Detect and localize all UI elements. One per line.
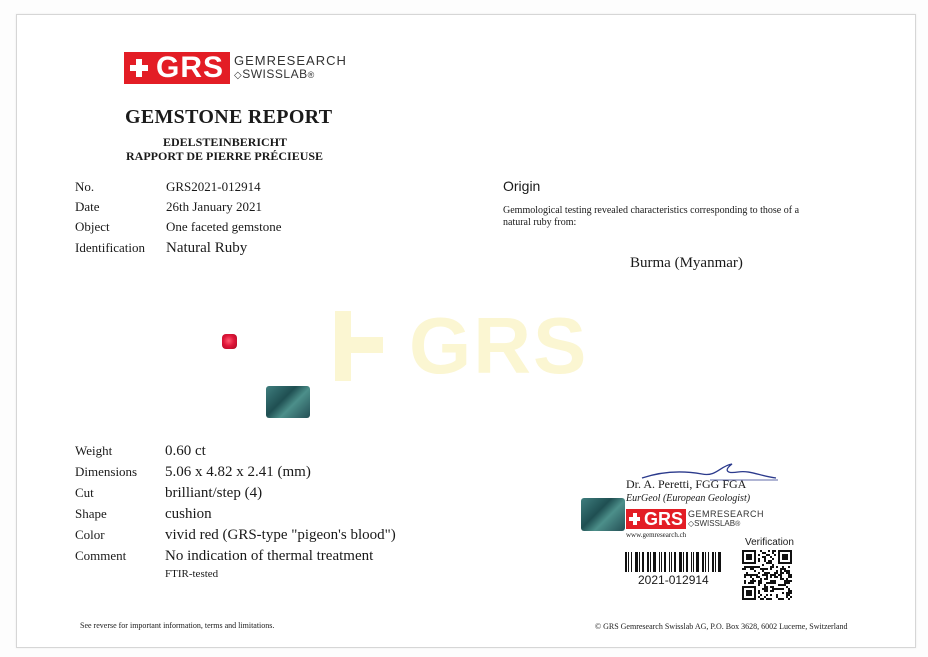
qr-module bbox=[758, 592, 760, 594]
qr-module bbox=[786, 586, 788, 588]
logo-small-line1: GEMRESEARCH bbox=[688, 509, 765, 520]
barcode-bar bbox=[679, 552, 682, 572]
qr-code-icon bbox=[742, 550, 792, 600]
qr-module bbox=[782, 578, 784, 580]
qr-module bbox=[780, 584, 782, 586]
qr-module bbox=[774, 550, 776, 552]
qr-module bbox=[774, 554, 776, 556]
logo-name-line1: GEMRESEARCH bbox=[234, 53, 347, 69]
qr-module bbox=[790, 580, 792, 582]
qr-module bbox=[770, 556, 772, 558]
qr-module bbox=[784, 580, 786, 582]
barcode-bar bbox=[635, 552, 638, 572]
footer-note: See reverse for important information, terms and limitations. bbox=[80, 621, 275, 630]
qr-module bbox=[786, 596, 788, 598]
qr-module bbox=[754, 570, 756, 572]
qr-module bbox=[750, 582, 752, 584]
qr-module bbox=[770, 562, 772, 564]
subtitle-fr: RAPPORT DE PIERRE PRÉCIEUSE bbox=[126, 149, 324, 163]
detail-label-color: Color bbox=[75, 527, 105, 542]
qr-module bbox=[744, 568, 746, 570]
barcode-bar bbox=[674, 552, 676, 572]
qr-module bbox=[770, 568, 772, 570]
ruby-photo bbox=[222, 334, 237, 349]
qr-module bbox=[758, 596, 760, 598]
qr-module bbox=[786, 592, 788, 594]
qr-module bbox=[764, 568, 766, 570]
barcode-bar bbox=[628, 552, 629, 572]
qr-module bbox=[756, 566, 758, 568]
qr-module bbox=[772, 564, 774, 566]
qr-module bbox=[752, 580, 754, 582]
qr-module bbox=[772, 590, 774, 592]
barcode-bar bbox=[686, 552, 688, 572]
qr-module bbox=[750, 566, 752, 568]
qr-module bbox=[770, 560, 772, 562]
qr-module bbox=[770, 566, 772, 568]
qr-module bbox=[766, 578, 768, 580]
qr-module bbox=[762, 598, 764, 600]
barcode-bar bbox=[664, 552, 666, 572]
hologram-seal-small bbox=[581, 498, 625, 531]
qr-module bbox=[780, 568, 782, 570]
qr-module bbox=[754, 580, 756, 582]
qr-module bbox=[744, 580, 746, 582]
qr-module bbox=[766, 586, 768, 588]
qr-module bbox=[764, 588, 766, 590]
barcode-bar bbox=[647, 552, 649, 572]
qr-module bbox=[786, 572, 788, 574]
qr-module bbox=[764, 560, 766, 562]
barcode-bar bbox=[683, 552, 684, 572]
qr-module bbox=[788, 570, 790, 572]
qr-module bbox=[770, 586, 772, 588]
qr-module bbox=[764, 558, 766, 560]
subtitle-de: EDELSTEINBERICHT bbox=[163, 135, 288, 149]
qr-module bbox=[766, 590, 768, 592]
watermark-text: GRS bbox=[409, 301, 589, 390]
qr-module bbox=[764, 590, 766, 592]
qr-module bbox=[772, 586, 774, 588]
qr-module bbox=[778, 598, 780, 600]
qr-module bbox=[760, 598, 762, 600]
hologram-seal bbox=[266, 386, 310, 418]
qr-module bbox=[786, 578, 788, 580]
qr-module bbox=[766, 582, 768, 584]
qr-module bbox=[756, 574, 758, 576]
info-label-identification: Identification bbox=[75, 240, 146, 255]
info-label-date: Date bbox=[75, 199, 100, 214]
qr-module bbox=[782, 598, 784, 600]
swiss-cross-icon bbox=[130, 57, 152, 79]
qr-module bbox=[742, 568, 744, 570]
qr-module bbox=[746, 566, 748, 568]
qr-module bbox=[776, 572, 778, 574]
logo-mark-text: GRS bbox=[156, 51, 225, 84]
qr-module bbox=[786, 580, 788, 582]
qr-module bbox=[766, 588, 768, 590]
qr-module bbox=[772, 580, 774, 582]
qr-module bbox=[752, 574, 754, 576]
qr-module bbox=[748, 574, 750, 576]
barcode-bar bbox=[631, 552, 632, 572]
info-value-identification: Natural Ruby bbox=[166, 240, 248, 256]
qr-module bbox=[772, 574, 774, 576]
qr-module bbox=[746, 590, 752, 596]
qr-module bbox=[768, 598, 770, 600]
qr-module bbox=[744, 566, 746, 568]
barcode-bar bbox=[642, 552, 644, 572]
info-value-date: 26th January 2021 bbox=[166, 199, 263, 214]
qr-module bbox=[776, 596, 778, 598]
qr-module bbox=[766, 576, 768, 578]
qr-module bbox=[746, 572, 748, 574]
qr-module bbox=[766, 568, 768, 570]
detail-label-comment: Comment bbox=[75, 548, 127, 563]
comment-note: FTIR-tested bbox=[165, 568, 219, 580]
report-number: 2021-012914 bbox=[638, 573, 709, 587]
qr-module bbox=[788, 598, 790, 600]
detail-value-dimensions: 5.06 x 4.82 x 2.41 (mm) bbox=[165, 464, 311, 480]
qr-module bbox=[776, 566, 778, 568]
barcode-bar bbox=[696, 552, 699, 572]
barcode-bar bbox=[705, 552, 706, 572]
origin-text: Gemmological testing revealed characteristics corresponding to those of a natural ruby from: bbox=[503, 205, 800, 228]
qr-module bbox=[760, 568, 762, 570]
qr-module bbox=[760, 550, 762, 552]
qr-module bbox=[776, 570, 778, 572]
qr-module bbox=[764, 556, 766, 558]
qr-module bbox=[754, 566, 756, 568]
qr-module bbox=[788, 592, 790, 594]
qr-module bbox=[770, 598, 772, 600]
qr-module bbox=[778, 574, 780, 576]
qr-module bbox=[750, 574, 752, 576]
qr-module bbox=[772, 582, 774, 584]
qr-module bbox=[778, 588, 780, 590]
logo-name-line2: SWISSLAB bbox=[242, 67, 308, 82]
qr-module bbox=[770, 594, 772, 596]
qr-module bbox=[744, 582, 746, 584]
qr-module bbox=[754, 574, 756, 576]
detail-value-cut: brilliant/step (4) bbox=[165, 485, 263, 501]
qr-module bbox=[772, 558, 774, 560]
logo-mark-small bbox=[626, 509, 686, 529]
barcode-bar bbox=[639, 552, 640, 572]
detail-label-shape: Shape bbox=[75, 506, 107, 521]
qr-module bbox=[782, 554, 788, 560]
qr-module bbox=[766, 598, 768, 600]
qr-module bbox=[774, 576, 776, 578]
qr-module bbox=[782, 572, 784, 574]
detail-value-comment: No indication of thermal treatment bbox=[165, 548, 374, 564]
qr-module bbox=[784, 582, 786, 584]
qr-module bbox=[750, 568, 752, 570]
footer-copyright: © GRS Gemresearch Swisslab AG, P.O. Box 3628, 6002 Lucerne, Switzerland bbox=[595, 622, 848, 631]
detail-label-weight: Weight bbox=[75, 443, 113, 458]
info-label-object: Object bbox=[75, 219, 110, 234]
qr-module bbox=[788, 572, 790, 574]
swiss-cross-icon-small bbox=[629, 512, 642, 526]
qr-module bbox=[758, 582, 760, 584]
qr-module bbox=[764, 578, 766, 580]
qr-module bbox=[774, 580, 776, 582]
qr-module bbox=[780, 578, 782, 580]
qr-module bbox=[752, 568, 754, 570]
qr-module bbox=[758, 558, 760, 560]
qr-module bbox=[762, 588, 764, 590]
detail-label-cut: Cut bbox=[75, 485, 94, 500]
barcode-bar bbox=[715, 552, 716, 572]
qr-module bbox=[768, 560, 770, 562]
grs-logo bbox=[124, 52, 347, 84]
qr-module bbox=[752, 582, 754, 584]
qr-module bbox=[780, 570, 782, 572]
qr-module bbox=[790, 596, 792, 598]
qr-module bbox=[748, 566, 750, 568]
qr-module bbox=[764, 586, 766, 588]
qr-module bbox=[750, 576, 752, 578]
qr-module bbox=[782, 584, 784, 586]
barcode bbox=[625, 552, 723, 572]
detail-label-dimensions: Dimensions bbox=[75, 464, 138, 479]
barcode-bar bbox=[650, 552, 651, 572]
qr-module bbox=[790, 592, 792, 594]
barcode-bar bbox=[661, 552, 662, 572]
origin-country: Burma (Myanmar) bbox=[630, 255, 743, 271]
qr-module bbox=[782, 588, 784, 590]
info-value-object: One faceted gemstone bbox=[166, 219, 282, 234]
qr-module bbox=[758, 572, 760, 574]
qr-module bbox=[780, 574, 782, 576]
qr-module bbox=[776, 588, 778, 590]
barcode-bar bbox=[659, 552, 660, 572]
qr-module bbox=[770, 576, 772, 578]
barcode-bar bbox=[712, 552, 714, 572]
origin-heading: Origin bbox=[503, 178, 541, 194]
qr-module bbox=[790, 576, 792, 578]
gem-icon: ◇ bbox=[234, 70, 243, 82]
qr-module bbox=[772, 550, 774, 552]
qr-module bbox=[788, 580, 790, 582]
qr-module bbox=[786, 582, 788, 584]
qr-module bbox=[746, 574, 748, 576]
logo-small-line2: SWISSLAB bbox=[694, 518, 736, 528]
qr-module bbox=[774, 582, 776, 584]
logo-mark bbox=[124, 52, 230, 84]
logo-small-registered: ® bbox=[735, 520, 741, 528]
qr-module bbox=[762, 574, 764, 576]
watermark-cross-icon bbox=[335, 311, 395, 381]
qr-module bbox=[758, 566, 760, 568]
qr-module bbox=[764, 572, 766, 574]
qr-module bbox=[770, 580, 772, 582]
qr-module bbox=[774, 572, 776, 574]
qr-module bbox=[782, 592, 784, 594]
barcode-bar bbox=[693, 552, 694, 572]
qr-module bbox=[766, 572, 768, 574]
qr-module bbox=[770, 590, 772, 592]
signatory-name: Dr. A. Peretti, FGG FGA bbox=[626, 477, 747, 491]
qr-module bbox=[774, 574, 776, 576]
barcode-bar bbox=[671, 552, 672, 572]
report-title: GEMSTONE REPORT bbox=[125, 106, 333, 128]
qr-module bbox=[766, 574, 768, 576]
qr-module bbox=[752, 566, 754, 568]
qr-module bbox=[762, 556, 764, 558]
logo-registered: ® bbox=[307, 70, 315, 81]
qr-module bbox=[772, 566, 774, 568]
qr-module bbox=[752, 578, 754, 580]
qr-module bbox=[768, 582, 770, 584]
qr-module bbox=[770, 582, 772, 584]
qr-module bbox=[788, 576, 790, 578]
qr-module bbox=[788, 566, 790, 568]
qr-module bbox=[772, 588, 774, 590]
qr-module bbox=[786, 570, 788, 572]
barcode-bar bbox=[718, 552, 721, 572]
qr-module bbox=[744, 576, 746, 578]
qr-module bbox=[788, 574, 790, 576]
qr-module bbox=[758, 590, 760, 592]
qr-module bbox=[790, 590, 792, 592]
qr-module bbox=[758, 584, 760, 586]
qr-module bbox=[764, 574, 766, 576]
grs-logo-small bbox=[626, 509, 764, 529]
qr-module bbox=[768, 554, 770, 556]
qr-module bbox=[784, 570, 786, 572]
qr-module bbox=[784, 584, 786, 586]
signatory-title: EurGeol (European Geologist) bbox=[626, 493, 751, 504]
qr-module bbox=[768, 562, 770, 564]
qr-module bbox=[788, 594, 790, 596]
qr-module bbox=[762, 564, 764, 566]
qr-module bbox=[776, 594, 778, 596]
qr-module bbox=[766, 562, 768, 564]
qr-module bbox=[758, 560, 760, 562]
qr-module bbox=[758, 554, 760, 556]
grs-watermark bbox=[335, 300, 588, 392]
qr-module bbox=[760, 582, 762, 584]
qr-module bbox=[770, 574, 772, 576]
qr-module bbox=[778, 584, 780, 586]
qr-module bbox=[782, 568, 784, 570]
verification-label: Verification bbox=[745, 537, 794, 548]
qr-module bbox=[762, 570, 764, 572]
barcode-bar bbox=[691, 552, 692, 572]
barcode-bar bbox=[625, 552, 627, 572]
barcode-bar bbox=[702, 552, 704, 572]
qr-module bbox=[746, 554, 752, 560]
qr-module bbox=[780, 588, 782, 590]
qr-module bbox=[748, 582, 750, 584]
qr-module bbox=[768, 572, 770, 574]
qr-module bbox=[784, 568, 786, 570]
qr-module bbox=[788, 588, 790, 590]
info-value-no: GRS2021-012914 bbox=[166, 179, 261, 194]
qr-module bbox=[786, 594, 788, 596]
qr-module bbox=[788, 590, 790, 592]
logo-mark-small-text: GRS bbox=[644, 509, 684, 529]
qr-module bbox=[758, 576, 760, 578]
qr-module bbox=[774, 588, 776, 590]
qr-module bbox=[744, 574, 746, 576]
website: www.gemresearch.ch bbox=[626, 531, 687, 539]
qr-module bbox=[772, 552, 774, 554]
qr-module bbox=[790, 574, 792, 576]
barcode-bar bbox=[669, 552, 670, 572]
barcode-bar bbox=[653, 552, 656, 572]
qr-module bbox=[760, 578, 762, 580]
detail-value-weight: 0.60 ct bbox=[165, 443, 206, 459]
qr-module bbox=[764, 552, 766, 554]
qr-module bbox=[780, 572, 782, 574]
detail-value-color: vivid red (GRS-type "pigeon's blood") bbox=[165, 527, 396, 543]
qr-module bbox=[760, 594, 762, 596]
qr-module bbox=[780, 576, 782, 578]
qr-module bbox=[788, 582, 790, 584]
qr-module bbox=[762, 552, 764, 554]
qr-module bbox=[776, 576, 778, 578]
qr-module bbox=[760, 580, 762, 582]
qr-module bbox=[756, 576, 758, 578]
qr-module bbox=[764, 596, 766, 598]
qr-module bbox=[766, 554, 768, 556]
gem-icon-small: ◇ bbox=[688, 518, 695, 528]
qr-module bbox=[766, 594, 768, 596]
qr-module bbox=[758, 580, 760, 582]
detail-value-shape: cushion bbox=[165, 506, 212, 522]
barcode-bar bbox=[708, 552, 709, 572]
qr-module bbox=[768, 550, 770, 552]
qr-module bbox=[780, 598, 782, 600]
qr-module bbox=[750, 580, 752, 582]
qr-module bbox=[762, 568, 764, 570]
info-label-no: No. bbox=[75, 179, 95, 194]
qr-module bbox=[782, 566, 784, 568]
qr-module bbox=[764, 584, 766, 586]
